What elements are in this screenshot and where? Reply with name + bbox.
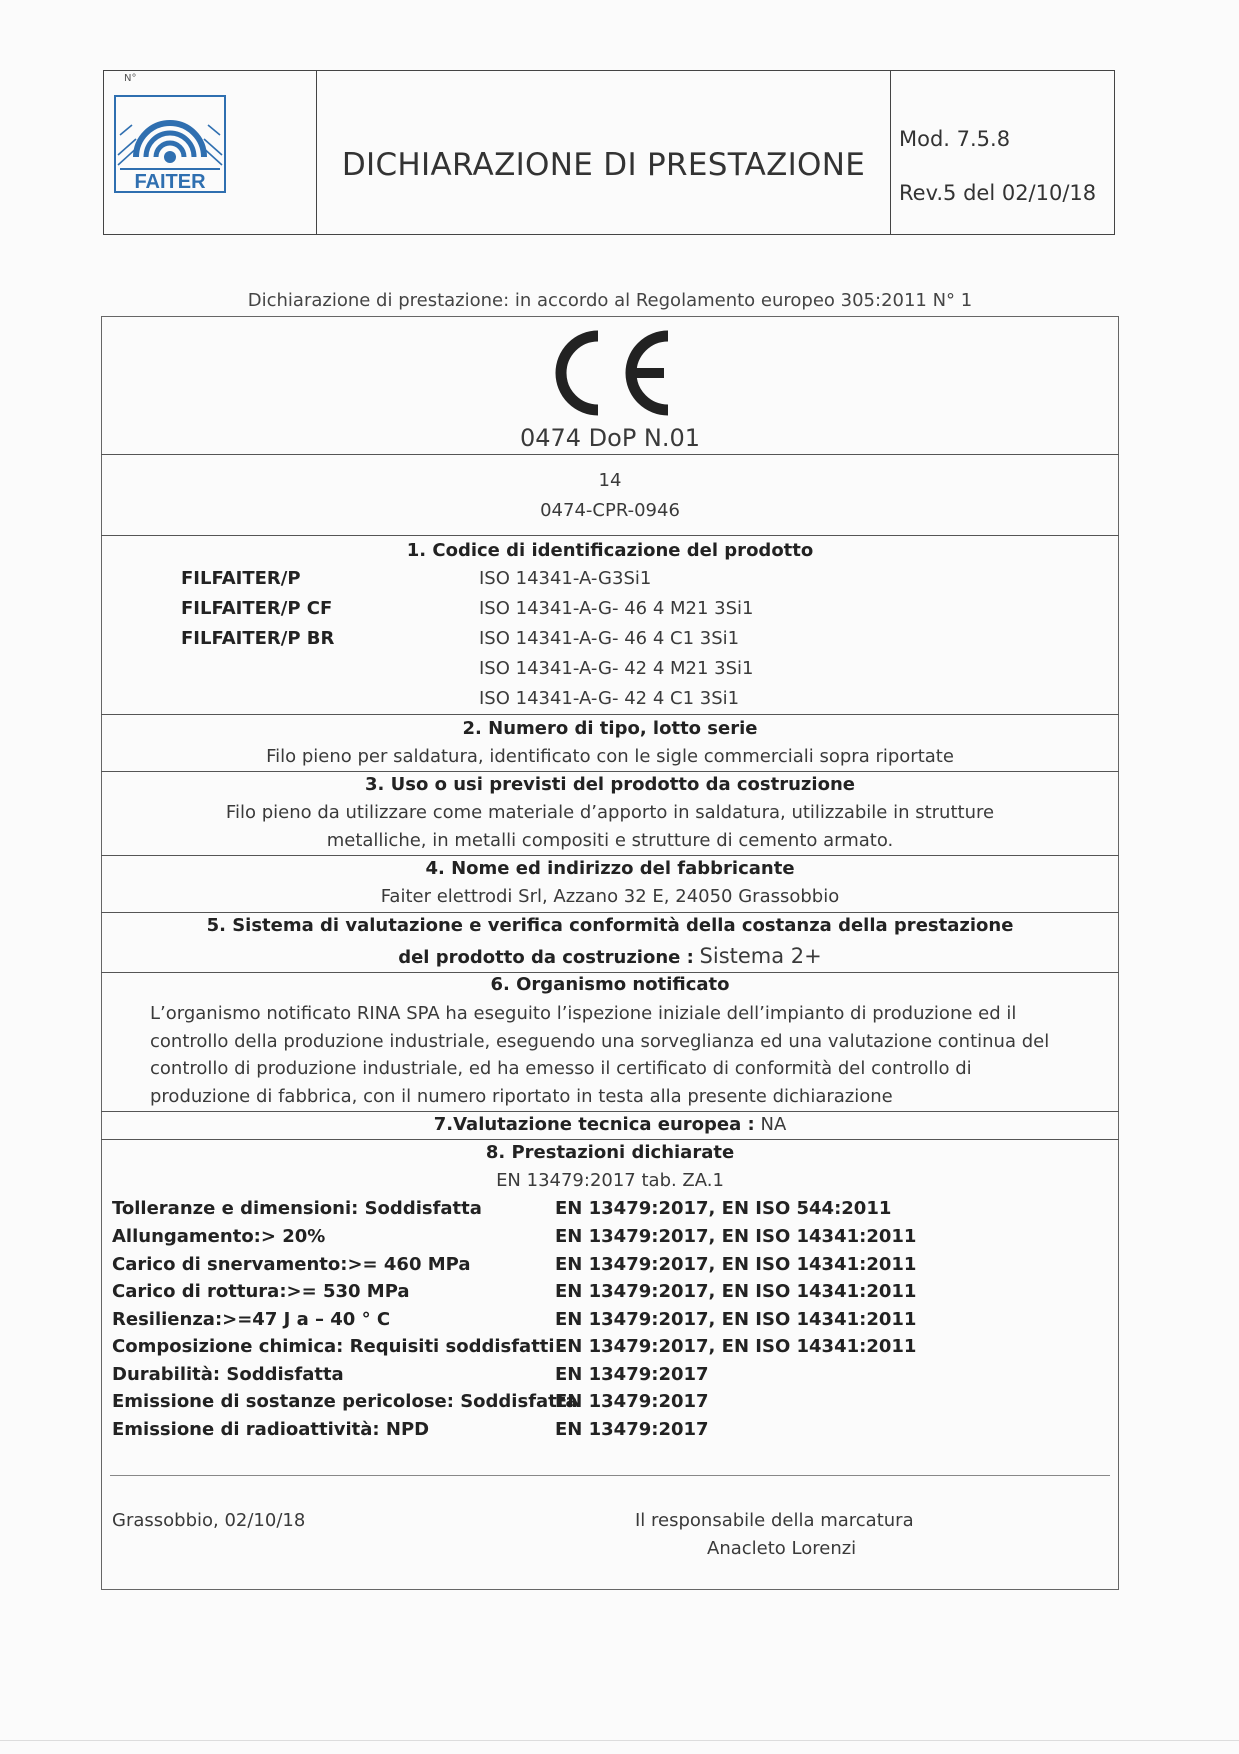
- performance-label: Composizione chimica: Requisiti soddisfatti: [112, 1336, 555, 1357]
- paragraph-line: L’organismo notificato RINA SPA ha eseguito l’ispezione iniziale dell’impianto di produzione ed il: [150, 1003, 1017, 1024]
- section4-heading: 4. Nome ed indirizzo del fabbricante: [425, 858, 795, 879]
- paragraph-line: controllo della produzione industriale, eseguendo una sorveglianza ed una valutazione continua del: [150, 1030, 1050, 1052]
- responsible-name: Anacleto Lorenzi: [707, 1538, 857, 1559]
- iso-code: ISO 14341-A-G- 42 4 C1 3Si1: [479, 688, 740, 709]
- place-date: Grassobbio, 02/10/18: [112, 1510, 306, 1531]
- document-title: DICHIARAZIONE DI PRESTAZIONE: [341, 147, 866, 183]
- assessment-system: Sistema 2+: [699, 944, 822, 968]
- section8-subheading: EN 13479:2017 tab. ZA.1: [496, 1170, 724, 1191]
- divider: [101, 535, 1119, 536]
- responsible-title: Il responsabile della marcatura: [635, 1510, 914, 1531]
- paragraph-line: produzione di fabbrica, con il numero riportato in testa alla presente dichiarazione: [150, 1085, 893, 1107]
- iso-code: ISO 14341-A-G- 46 4 M21 3Si1: [479, 598, 754, 619]
- svg-text:FAITER: FAITER: [134, 171, 206, 193]
- performance-label: Tolleranze e dimensioni: Soddisfatta: [112, 1198, 482, 1219]
- regulation-intro: Dichiarazione di prestazione: in accordo al Regolamento europeo 305:2011 N° 1: [247, 290, 973, 311]
- performance-norm: EN 13479:2017, EN ISO 14341:2011: [555, 1281, 917, 1302]
- divider: [101, 912, 1119, 913]
- ce-year: 14: [598, 470, 622, 491]
- revision-date: Rev.5 del 02/10/18: [899, 181, 1097, 205]
- divider: [101, 855, 1119, 856]
- performance-label: Durabilità: Soddisfatta: [112, 1364, 344, 1385]
- performance-norm: EN 13479:2017, EN ISO 14341:2011: [555, 1309, 917, 1330]
- section3-heading: 3. Uso o usi previsti del prodotto da costruzione: [365, 774, 855, 795]
- divider: [110, 1475, 1110, 1476]
- section7-heading: 7.Valutazione tecnica europea :: [433, 1114, 755, 1135]
- notified-body-text: [150, 1000, 1080, 1110]
- page-bottom-edge: [0, 1740, 1239, 1741]
- section2-heading: 2. Numero di tipo, lotto serie: [462, 718, 758, 739]
- divider: [101, 1139, 1119, 1140]
- divider: [101, 1111, 1119, 1112]
- iso-code: ISO 14341-A-G- 42 4 M21 3Si1: [479, 658, 754, 679]
- faiter-logo: [114, 95, 228, 195]
- product-name: FILFAITER/P CF: [181, 598, 333, 619]
- section7-line: [101, 1114, 1119, 1135]
- performance-norm: EN 13479:2017: [555, 1419, 709, 1440]
- performance-norm: EN 13479:2017: [555, 1391, 709, 1412]
- number-mark: N°: [124, 73, 137, 84]
- section3-text-line: metalliche, in metalli compositi e strutture di cemento armato.: [326, 830, 894, 851]
- performance-label: Carico di rottura:>= 530 MPa: [112, 1281, 410, 1302]
- section5-system-line: [101, 944, 1119, 968]
- performance-label: Emissione di sostanze pericolose: Soddisfatta: [112, 1391, 578, 1412]
- certificate-number: 0474-CPR-0946: [540, 500, 680, 521]
- section8-heading: 8. Prestazioni dichiarate: [485, 1142, 735, 1163]
- divider: [101, 714, 1119, 715]
- section5-heading-cont: del prodotto da costruzione :: [398, 947, 694, 968]
- performance-norm: EN 13479:2017, EN ISO 14341:2011: [555, 1336, 917, 1357]
- section3-text-line: Filo pieno da utilizzare come materiale d’apporto in saldatura, utilizzabile in strutture: [225, 802, 995, 823]
- performance-norm: EN 13479:2017: [555, 1364, 709, 1385]
- performance-norm: EN 13479:2017, EN ISO 544:2011: [555, 1198, 892, 1219]
- iso-code: ISO 14341-A-G- 46 4 C1 3Si1: [479, 628, 740, 649]
- product-name: FILFAITER/P: [181, 568, 301, 589]
- ce-mark: [542, 328, 678, 418]
- performance-label: Emissione di radioattività: NPD: [112, 1419, 430, 1440]
- performance-label: Resilienza:>=47 J a – 40 ° C: [112, 1309, 391, 1330]
- paragraph-line: controllo di produzione industriale, ed ha emesso il certificato di conformità del controllo di: [150, 1058, 972, 1079]
- iso-code: ISO 14341-A-G3Si1: [479, 568, 652, 589]
- divider: [101, 972, 1119, 973]
- logo-cell: [104, 71, 317, 234]
- document-header: [103, 70, 1115, 235]
- dop-number: 0474 DoP N.01: [519, 424, 701, 452]
- module-number: Mod. 7.5.8: [899, 127, 1011, 151]
- section2-text: Filo pieno per saldatura, identificato con le sigle commerciali sopra riportate: [266, 746, 954, 767]
- performance-label: Carico di snervamento:>= 460 MPa: [112, 1254, 471, 1275]
- section5-heading: 5. Sistema di valutazione e verifica conformità della costanza della prestazione: [206, 915, 1014, 936]
- performance-norm: EN 13479:2017, EN ISO 14341:2011: [555, 1254, 917, 1275]
- revision-cell: [891, 71, 1113, 234]
- divider: [101, 771, 1119, 772]
- section6-heading: 6. Organismo notificato: [490, 974, 730, 995]
- technical-assessment-value: NA: [760, 1114, 787, 1135]
- product-name: FILFAITER/P BR: [181, 628, 335, 649]
- performance-norm: EN 13479:2017, EN ISO 14341:2011: [555, 1226, 917, 1247]
- performance-label: Allungamento:> 20%: [112, 1226, 326, 1247]
- section1-heading: 1. Codice di identificazione del prodotto: [406, 540, 814, 561]
- title-cell: [317, 71, 891, 234]
- manufacturer-address: Faiter elettrodi Srl, Azzano 32 E, 24050 Grassobbio: [380, 886, 840, 907]
- divider: [101, 454, 1119, 455]
